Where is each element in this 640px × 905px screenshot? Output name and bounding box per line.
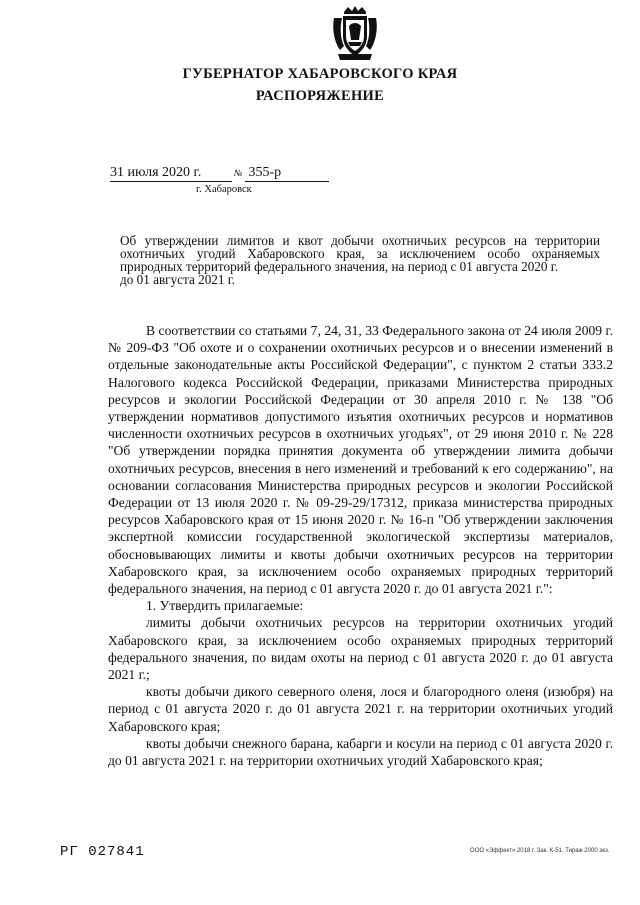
body-paragraph: квоты добычи дикого северного оленя, лося и благородного оленя (изюбря) на период с 01 августа 2020 г. до 01 августа 2021 г. на территории охотничьих угодий Хабаровского края; [108, 684, 613, 734]
body-paragraph: В соответствии со статьями 7, 24, 31, 33 Федерального закона от 24 июля 2009 г. № 209-ФЗ "Об охоте и о сохранении охотничьих ресурсов и о внесении изменений в отдельные законодательные акты Российской Федерации", с пунктом 2 статьи 333.2 Налогового кодекса Российской Федерации, приказами Министерства природных ресурсов и экологии Российской Федерации от 30 апреля 2010 г. № 138 "Об утверждении нормативов допустимого изъятия охотничьих ресурсов и нормативов численности охотничьих ресурсов в охотничьих угодьях", от 29 июня 2010 г. № 228 "Об утверждении порядка принятия документа об утверждении лимита добычи охотничьих ресурсов, внесения в него изменений и требований к его содержанию", на основании согласования Министерства природных ресурсов и экологии Российской Федерации от 13 июля 2020 г. № 09-29-29/17312, приказа министерства природных ресурсов Хабаровского края от 15 июня 2020 г. № 16-п "Об утверждении заключения экспертной комиссии государственной экологической экспертизы материалов, обосновывающих лимиты и квоты добычи охотничьих ресурсов на территории Хабаровского края, за исключением особо охраняемых природных территорий федерального значения, на период с 01 августа 2020 г. до 01 августа 2021 г.": [108, 323, 613, 597]
document-subject [120, 234, 600, 286]
document-date: 31 июля 2020 г. [110, 165, 232, 182]
issuer-title: ГУБЕРНАТОР ХАБАРОВСКОГО КРАЯ [182, 66, 458, 82]
subject-line: до 01 августа 2021 г. [120, 272, 235, 287]
printer-note: ООО «Эффект» 2018 г. Зак. К-51. Тираж 2000 экз. [470, 848, 610, 854]
body-paragraph: лимиты добычи охотничьих ресурсов на территории охотничьих угодий Хабаровского края, за исключением особо охраняемых природных территорий федерального значения, по видам охоты на период с 01 августа 2020 г. до 01 августа 2021 г.; [108, 615, 613, 683]
body-paragraph: квоты добычи снежного барана, кабарги и косули на период с 01 августа 2020 г. до 01 августа 2021 г. на территории охотничьих угодий Хабаровского края; [108, 735, 613, 769]
subject-line: Об утверждении лимитов и квот добычи охотничьих ресурсов на территории охотничьих угодий Хабаровского края, за исключением особо охраняемых природных территорий федерального значения, на период с 01 августа 2020 г. [120, 233, 600, 274]
document-number: 355-р [245, 165, 329, 182]
date-number-line [110, 165, 329, 182]
document-city: г. Хабаровск [196, 184, 252, 195]
number-sign: № [234, 168, 243, 178]
body-paragraph: 1. Утвердить прилагаемые: [146, 598, 304, 614]
form-serial-code: РГ 027841 [60, 844, 145, 860]
document-body [108, 322, 613, 769]
coat-of-arms-icon [332, 6, 378, 62]
document-type: РАСПОРЯЖЕНИЕ [255, 88, 385, 104]
